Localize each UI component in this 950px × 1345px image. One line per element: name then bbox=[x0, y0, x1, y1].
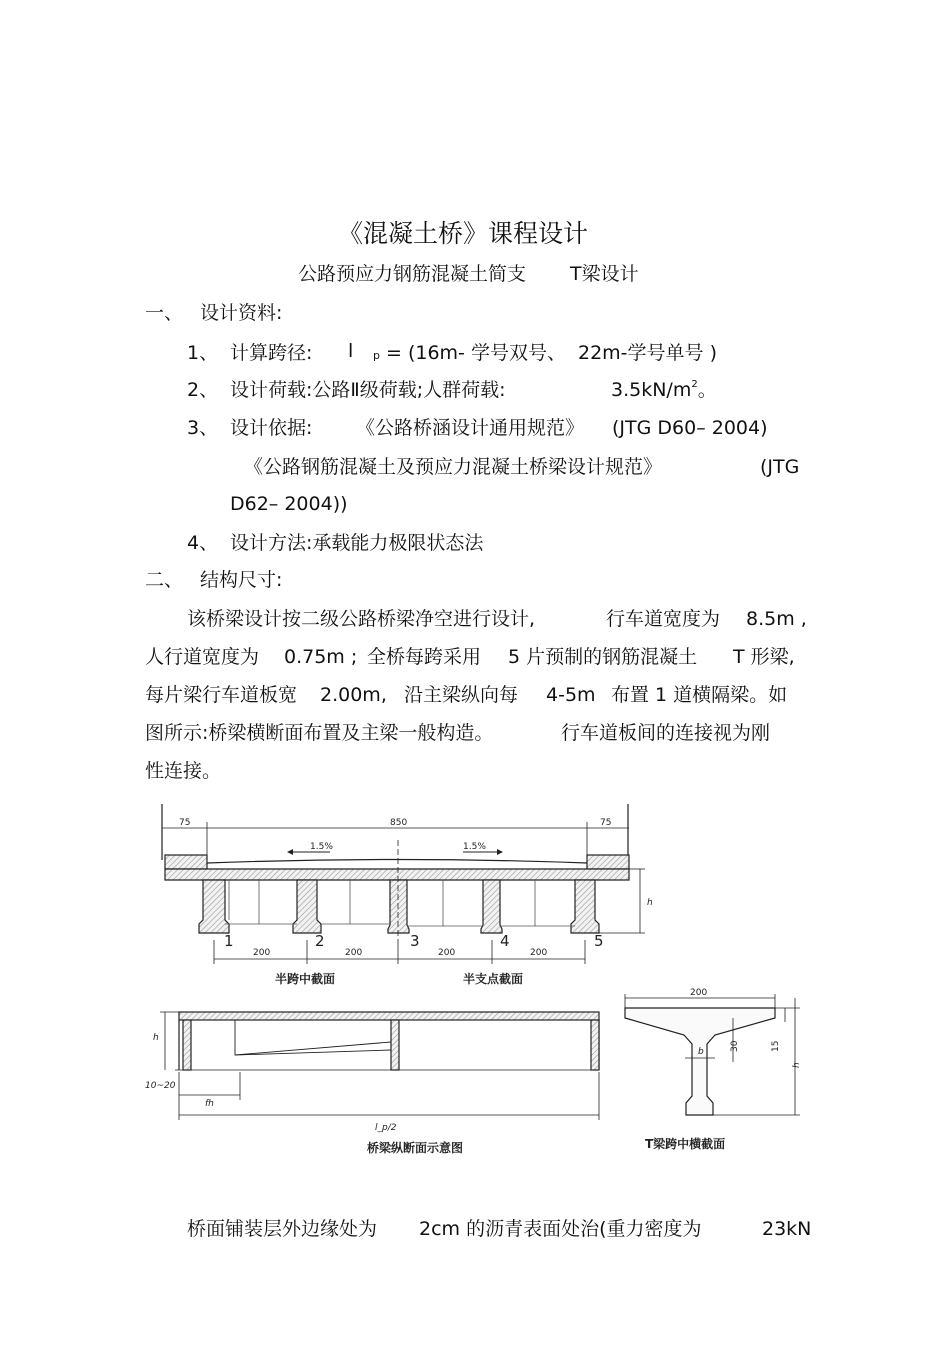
item-3-ref-1: 《公路桥涵设计通用规范》 bbox=[356, 417, 585, 439]
item-3-label: 设计依据: bbox=[230, 417, 313, 439]
item-1-label: 计算跨径: bbox=[230, 342, 313, 364]
t-height-h: h bbox=[792, 1062, 802, 1068]
item-3-ref-2: 《公路钢筋混凝土及预应力混凝土桥梁设计规范》 bbox=[244, 456, 663, 478]
para-line-2d: 5 片预制的钢筋混凝土 bbox=[508, 646, 698, 668]
long-h-label: h bbox=[153, 1033, 159, 1043]
slope-right: 1.5% bbox=[463, 842, 486, 852]
t-beam-drawing bbox=[625, 994, 800, 1115]
t-caption: T梁跨中横截面 bbox=[645, 1137, 726, 1151]
para-line-2e: T 形梁, bbox=[733, 646, 795, 668]
beam-num-2: 2 bbox=[315, 932, 325, 950]
para-line-1c: 8.5m , bbox=[746, 608, 807, 630]
item-3-ref-2-code-cont: D62– 2004)) bbox=[230, 493, 348, 515]
item-1-formula: = (16m- 学号双号、 bbox=[386, 342, 566, 364]
cross-section-drawing bbox=[162, 804, 645, 964]
item-4-label: 设计方法:承载能力极限状态法 bbox=[230, 532, 484, 554]
left-caption: 半跨中截面 bbox=[275, 972, 336, 986]
bottom-dim-2: 200 bbox=[345, 948, 363, 958]
beam-num-1: 1 bbox=[224, 932, 234, 950]
t-top-width: 200 bbox=[690, 988, 708, 998]
subtitle-part-b: T梁设计 bbox=[570, 263, 639, 285]
item-2-value: $3.5kN/m^2$。 bbox=[611, 379, 717, 401]
bottom-dim-4: 200 bbox=[530, 948, 548, 958]
beam-num-3: 3 bbox=[410, 932, 420, 950]
last-line-c: 23kN bbox=[762, 1218, 812, 1240]
para-line-2c: 全桥每跨采用 bbox=[367, 646, 482, 668]
slope-left: 1.5% bbox=[310, 842, 333, 852]
para-line-4a: 图所示:桥梁横断面布置及主梁一般构造。 bbox=[145, 722, 494, 744]
para-line-3a: 每片梁行车道板宽 bbox=[145, 684, 298, 706]
item-1-symbol: l bbox=[348, 340, 354, 362]
subtitle-part-a: 公路预应力钢筋混凝土简支 bbox=[298, 263, 527, 285]
top-dim-left: 75 bbox=[179, 818, 191, 828]
long-caption: 桥梁纵断面示意图 bbox=[367, 1141, 464, 1155]
long-half-span-label: l_p/2 bbox=[375, 1123, 397, 1133]
item-1-subscript: p bbox=[373, 349, 380, 362]
t-dim-30: 30 bbox=[730, 1040, 740, 1052]
item-1-formula-tail: 22m-学号单号 ) bbox=[578, 342, 717, 364]
long-gap-label: 10~20 bbox=[145, 1081, 176, 1091]
t-web-b: b bbox=[698, 1047, 704, 1057]
para-line-5a: 性连接。 bbox=[145, 760, 222, 782]
last-line-a: 桥面铺装层外边缘处为 bbox=[187, 1218, 378, 1240]
para-line-1b: 行车道宽度为 bbox=[606, 608, 721, 630]
item-2-number: 2、 bbox=[187, 379, 219, 401]
para-line-2a: 人行道宽度为 bbox=[145, 646, 260, 668]
beam-num-4: 4 bbox=[500, 932, 510, 950]
section-2-number: 二、 bbox=[145, 569, 184, 591]
bottom-dim-1: 200 bbox=[253, 948, 271, 958]
item-3-ref-1-code: (JTG D60– 2004) bbox=[612, 417, 768, 439]
bottom-dim-3: 200 bbox=[438, 948, 456, 958]
last-line-b: 2cm 的沥青表面处治(重力密度为 bbox=[419, 1218, 702, 1240]
para-line-1a: 该桥梁设计按二级公路桥梁净空进行设计, bbox=[187, 608, 536, 630]
para-line-3c: 沿主梁纵向每 bbox=[404, 684, 519, 706]
section-1-label: 设计资料: bbox=[200, 302, 283, 324]
item-3-ref-2-code: (JTG bbox=[760, 456, 800, 478]
page-title: 《混凝土桥》课程设计 bbox=[338, 219, 589, 248]
para-line-3b: 2.00m, bbox=[320, 684, 387, 706]
section-1-number: 一、 bbox=[145, 302, 184, 324]
height-label: h bbox=[647, 898, 653, 908]
top-dim-right: 75 bbox=[600, 818, 612, 828]
para-line-2b: 0.75m ; bbox=[284, 646, 358, 668]
top-dim-middle: 850 bbox=[390, 818, 408, 828]
item-4-number: 4、 bbox=[187, 532, 219, 554]
long-fh-label: fh bbox=[205, 1099, 214, 1109]
longitudinal-labels bbox=[145, 1033, 463, 1155]
item-3-number: 3、 bbox=[187, 417, 219, 439]
longitudinal-drawing bbox=[160, 1012, 599, 1120]
right-caption: 半支点截面 bbox=[463, 972, 524, 986]
t-dim-15: 15 bbox=[771, 1040, 781, 1052]
item-1-number: 1、 bbox=[187, 342, 219, 364]
para-line-3d: 4-5m bbox=[546, 684, 596, 706]
para-line-3e: 布置 1 道横隔梁。如 bbox=[611, 684, 788, 706]
para-line-4b: 行车道板间的连接视为刚 bbox=[561, 722, 771, 744]
bridge-figure bbox=[145, 800, 810, 1165]
section-2-label: 结构尺寸: bbox=[200, 569, 283, 591]
item-2-label: 设计荷载:公路Ⅱ级荷载;人群荷载: bbox=[230, 379, 506, 401]
beam-num-5: 5 bbox=[594, 932, 604, 950]
